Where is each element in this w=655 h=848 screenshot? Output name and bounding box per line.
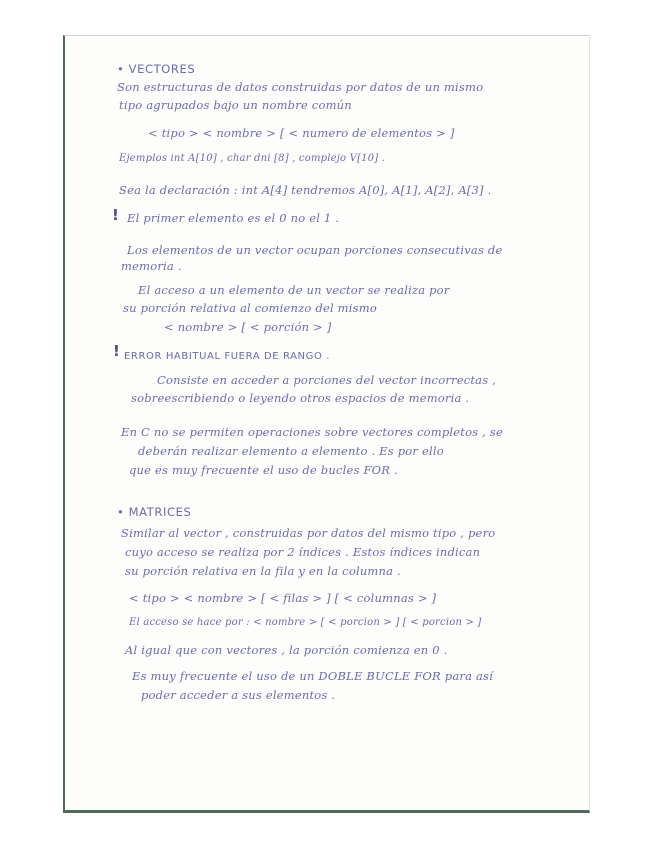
access-note-line-2: su porción relativa al comienzo del mismo: [123, 301, 377, 315]
operations-note-line-2: deberán realizar elemento a elemento . Es por ello: [138, 444, 444, 458]
memory-note-line-2: memoria .: [121, 259, 182, 273]
vectores-definition-line-1: Son estructuras de datos construidas por datos de un mismo: [117, 80, 484, 94]
matrix-index-note: Al igual que con vectores , la porción comienza en 0 .: [125, 643, 448, 657]
matrices-definition-line-3: su porción relativa en la fila y en la columna .: [125, 564, 401, 578]
vector-syntax: < tipo > < nombre > [ < numero de elementos > ]: [148, 126, 455, 140]
operations-note-line-1: En C no se permiten operaciones sobre vectores completos , se: [121, 425, 503, 439]
access-note-line-1: El acceso a un elemento de un vector se realiza por: [138, 283, 450, 297]
vector-declaration-example: Sea la declaración : int A[4] tendremos A[0], A[1], A[2], A[3] .: [119, 183, 492, 197]
error-text-line-1: Consiste en acceder a porciones del vector incorrectas ,: [157, 373, 497, 387]
matrix-access-syntax: El acceso se hace por : < nombre > [ < porcion > ] [ < porcion > ]: [129, 617, 482, 628]
memory-note-line-1: Los elementos de un vector ocupan porciones consecutivas de: [127, 243, 503, 257]
first-element-note: El primer elemento es el 0 no el 1 .: [127, 211, 340, 225]
operations-note-line-3: que es muy frecuente el uso de bucles FOR .: [129, 463, 398, 477]
section-heading-matrices: • MATRICES: [117, 505, 192, 519]
vectores-definition-line-2: tipo agrupados bajo un nombre común: [119, 98, 352, 112]
vector-examples: Ejemplos int A[10] , char dni [8] , complejo V[10] .: [119, 153, 386, 164]
error-heading: ERROR HABITUAL FUERA DE RANGO .: [124, 351, 330, 362]
exclamation-mark-icon: !: [112, 206, 119, 224]
matrix-syntax: < tipo > < nombre > [ < filas > ] [ < columnas > ]: [129, 591, 437, 605]
double-loop-note-line-1: Es muy frecuente el uso de un DOBLE BUCLE FOR para así: [132, 669, 494, 683]
section-heading-vectores: • VECTORES: [117, 62, 196, 76]
exclamation-mark-icon: !: [113, 342, 120, 360]
error-text-line-2: sobreescribiendo o leyendo otros espacios de memoria .: [131, 391, 470, 405]
access-syntax: < nombre > [ < porción > ]: [164, 320, 332, 334]
matrices-definition-line-1: Similar al vector , construidas por datos del mismo tipo , pero: [121, 526, 496, 540]
matrices-definition-line-2: cuyo acceso se realiza por 2 índices . Estos índices indican: [125, 545, 481, 559]
double-loop-note-line-2: poder acceder a sus elementos .: [141, 688, 336, 702]
